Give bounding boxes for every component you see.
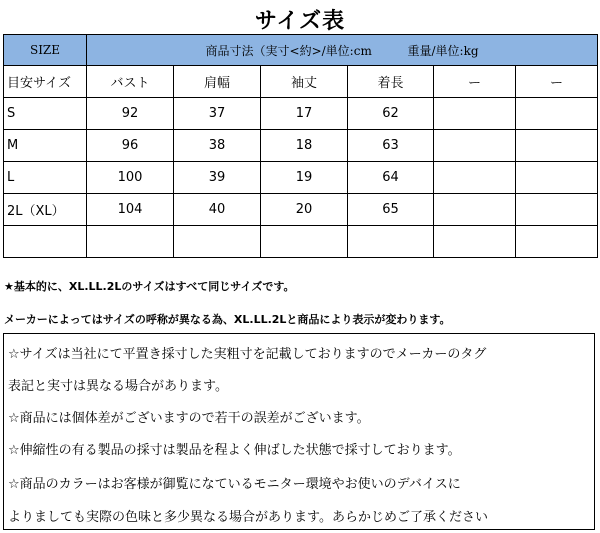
- disclaimer-line: ☆伸縮性の有る製品の採寸は製品を程よく伸ばした状態で採寸しております。: [8, 443, 461, 458]
- table-row: [4, 98, 598, 130]
- table-cell: 62: [348, 98, 434, 130]
- table-cell: 64: [348, 162, 434, 194]
- column-label: 袖丈: [261, 66, 348, 98]
- size-cell: M: [4, 130, 87, 162]
- column-label: ー: [516, 66, 598, 98]
- table-cell: 96: [87, 130, 174, 162]
- table-cell: [434, 194, 516, 226]
- column-label: ー: [434, 66, 516, 98]
- table-cell: [516, 226, 598, 258]
- disclaimer-box: [3, 333, 595, 530]
- measure-header-cell: [87, 35, 598, 66]
- table-cell: [516, 194, 598, 226]
- table-cell: 19: [261, 162, 348, 194]
- table-cell: 92: [87, 98, 174, 130]
- table-cell: [261, 226, 348, 258]
- table-row: [4, 226, 598, 258]
- table-header-row: [4, 35, 598, 66]
- table-cell: [434, 162, 516, 194]
- table-cell: 104: [87, 194, 174, 226]
- size-cell: [4, 226, 87, 258]
- column-label: 目安サイズ: [4, 66, 87, 98]
- disclaimer-line: 表記と実寸は異なる場合があります。: [8, 379, 228, 394]
- table-row: [4, 130, 598, 162]
- table-cell: 38: [174, 130, 261, 162]
- disclaimer-line: ☆商品のカラーはお客様が御覧になているモニター環境やお使いのデバイスに: [8, 477, 461, 492]
- size-cell: L: [4, 162, 87, 194]
- table-row: [4, 162, 598, 194]
- note-same-size: ★基本的に、XL.LL.2Lのサイズはすべて同じサイズです。: [4, 280, 295, 293]
- table-cell: [516, 98, 598, 130]
- disclaimer-line: よりましても実際の色味と多少異なる場合があります。あらかじめご了承ください: [8, 510, 488, 525]
- table-cell: 39: [174, 162, 261, 194]
- table-cell: [434, 130, 516, 162]
- table-cell: [174, 226, 261, 258]
- table-cell: 37: [174, 98, 261, 130]
- size-cell: 2L（XL）: [4, 194, 87, 226]
- table-cell: [516, 130, 598, 162]
- table-cell: 40: [174, 194, 261, 226]
- disclaimer-line: ☆商品には個体差がございますので若干の誤差がございます。: [8, 411, 370, 426]
- weight-unit-label: 重量/単位:kg: [407, 43, 479, 58]
- column-label: 肩幅: [174, 66, 261, 98]
- table-cell: [434, 98, 516, 130]
- size-cell: S: [4, 98, 87, 130]
- column-label: 着長: [348, 66, 434, 98]
- table-cell: [348, 226, 434, 258]
- column-label: バスト: [87, 66, 174, 98]
- note-maker-naming: メーカーによってはサイズの呼称が異なる為、XL.LL.2Lと商品により表示が変わります。: [4, 313, 451, 326]
- table-cell: 65: [348, 194, 434, 226]
- disclaimer-line: ☆サイズは当社にて平置き採寸した実粗寸を記載しておりますのでメーカーのタグ: [8, 347, 487, 362]
- size-header-cell: SIZE: [4, 35, 87, 66]
- page-title: サイズ表: [254, 9, 346, 34]
- size-table: [3, 34, 598, 258]
- table-cell: [434, 226, 516, 258]
- column-label-row: [4, 66, 598, 98]
- table-cell: 20: [261, 194, 348, 226]
- table-cell: [516, 162, 598, 194]
- table-cell: 18: [261, 130, 348, 162]
- table-row: [4, 194, 598, 226]
- table-cell: 17: [261, 98, 348, 130]
- table-cell: [87, 226, 174, 258]
- table-cell: 63: [348, 130, 434, 162]
- measure-unit-label: 商品寸法（実寸<約>/単位:cm: [205, 43, 372, 58]
- table-cell: 100: [87, 162, 174, 194]
